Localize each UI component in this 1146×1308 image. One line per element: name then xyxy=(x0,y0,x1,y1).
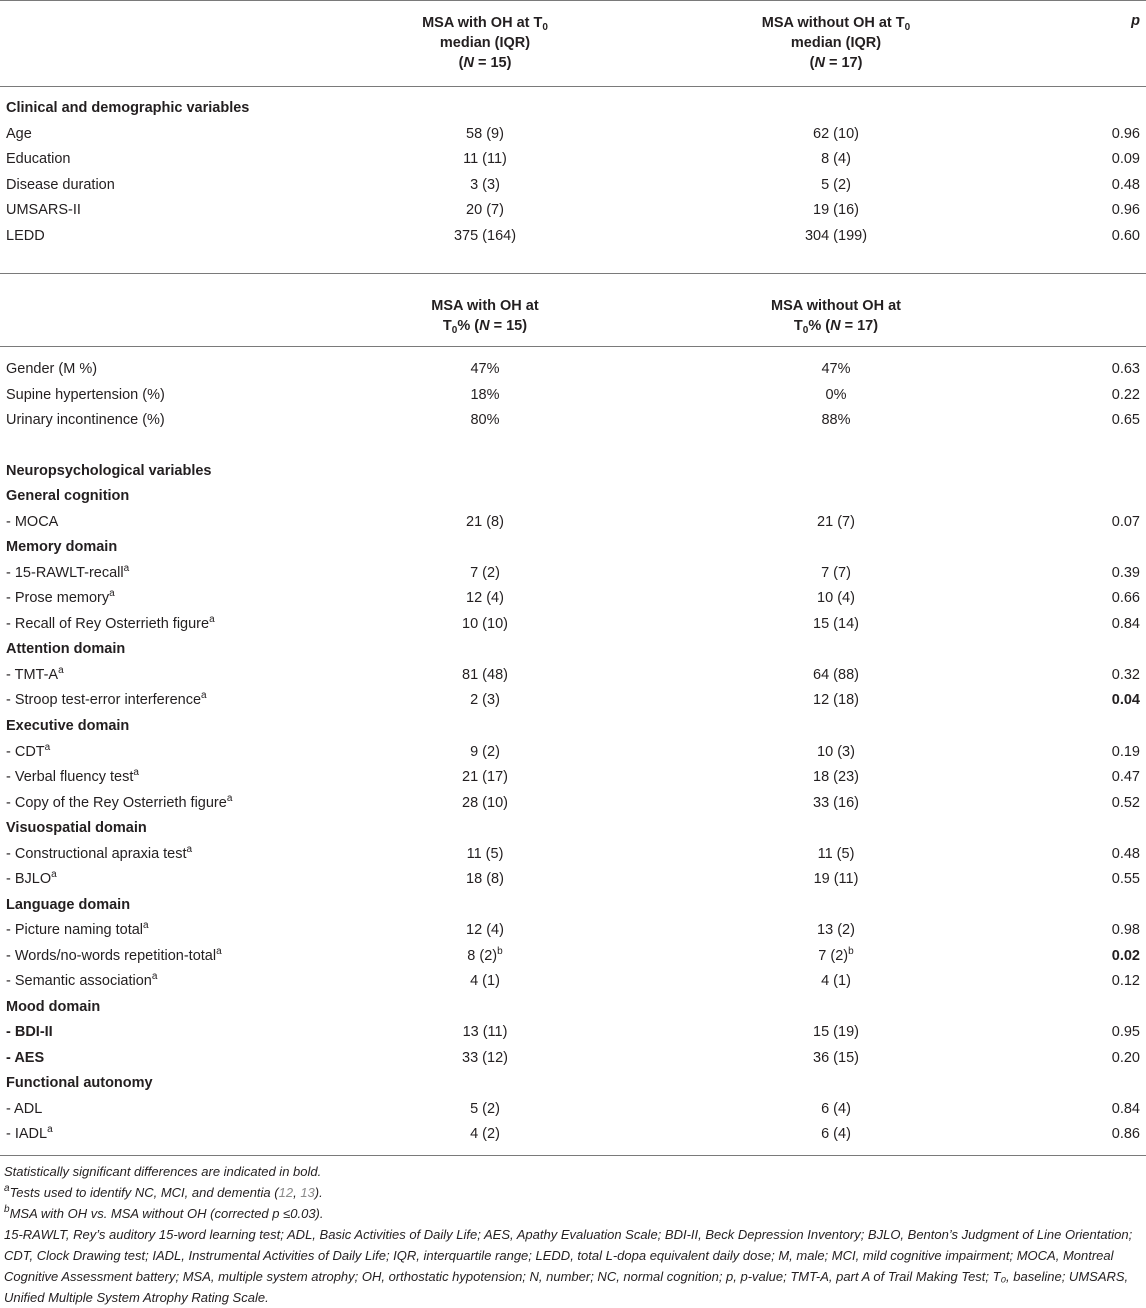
subsection-attention: Attention domain xyxy=(6,641,126,657)
table-row: - Picture naming total$^a$ 12 (4) 13 (2) 0.98 xyxy=(6,920,1140,938)
table-row: - Stroop test-error interference$^a$ 2 (3) 12 (18) 0.04 xyxy=(6,690,1140,708)
header2-col-oh: MSA with OH at $T_0\%$ (N = 15) xyxy=(431,298,539,336)
footnote-abbreviations: 15-RAWLT, Rey’s auditory 15-word learning test; ADL, Basic Activities of Daily Life; AES, Apathy Evaluation Scale; BDI-II, Beck Depression Inventory; BJLO, Benton’s Judgment of Line Orientation; CDT, Clock Drawing test; IADL, Instrumental Activities of Daily Life; IQR, interquartile range; LEDD, total L-dopa equivalent daily dose; M, male; MCI, mild cognitive impairment; MOCA, Montreal Cognitive Assessment battery; MSA, multiple system atrophy; OH, orthostatic hypotension; N, number; NC, normal cognition; p, p-value; TMT-A, part A of Trail Making Test; T₀, baseline; UMSARS, Unified Multiple System Atrophy Rating Scale. xyxy=(4,1227,1133,1305)
table-row: - IADL$^a$ 4 (2) 6 (4) 0.86 xyxy=(6,1124,1140,1142)
header-col-no-oh: MSA without OH at $T_0$ median (IQR) (N = 17) xyxy=(761,15,911,71)
table-row: - 15-RAWLT-recall$^a$ 7 (2) 7 (7) 0.39 xyxy=(6,563,1140,581)
table-row: - Recall of Rey Osterrieth figure$^a$ 10 (10) 15 (14) 0.84 xyxy=(6,614,1140,632)
footnote-a: $^a$Tests used to identify NC, MCI, and dementia (12, 13). xyxy=(4,1183,323,1200)
table-row: - Prose memory$^a$ 12 (4) 10 (4) 0.66 xyxy=(6,588,1140,606)
table-row: - MOCA 21 (8) 21 (7) 0.07 xyxy=(6,514,1140,530)
table-row: - Words/no-words repetition-total$^a$ 8 $(2)^b$ 7 $(2)^b$ 0.02 xyxy=(6,946,1140,964)
table-row: - AES 33 (12) 36 (15) 0.20 xyxy=(6,1050,1140,1066)
table-row: UMSARS-II 20 (7) 19 (16) 0.96 xyxy=(6,202,1140,218)
top-rule xyxy=(0,0,1146,1)
subsection-memory: Memory domain xyxy=(6,539,118,555)
footnotes xyxy=(4,1161,1142,1308)
section-clinical: Clinical and demographic variables xyxy=(6,100,250,116)
subsection-general: General cognition xyxy=(6,488,130,504)
table-row: - CDT$^a$ 9 (2) 10 (3) 0.19 xyxy=(6,742,1140,760)
table-row: Supine hypertension (%) 18% 0% 0.22 xyxy=(6,387,1140,403)
table-row: - Semantic association$^a$ 4 (1) 4 (1) 0.12 xyxy=(6,971,1140,989)
subsection-language: Language domain xyxy=(6,897,131,913)
table-row: Education 11 (11) 8 (4) 0.09 xyxy=(6,151,1140,167)
table-row: - Constructional apraxia test$^a$ 11 (5) 11 (5) 0.48 xyxy=(6,844,1140,862)
table-row: Disease duration 3 (3) 5 (2) 0.48 xyxy=(6,177,1140,193)
footnote-bold: Statistically significant differences are indicated in bold. xyxy=(4,1164,322,1179)
header-col-oh: MSA with OH at $T_0$ median (IQR) (N = 15) xyxy=(422,15,548,71)
header-col-p: p xyxy=(1131,13,1140,29)
table-row: - BDI-II 13 (11) 15 (19) 0.95 xyxy=(6,1024,1140,1040)
subsection-visuospatial: Visuospatial domain xyxy=(6,820,147,836)
table-row: - Verbal fluency test$^a$ 21 (17) 18 (23) 0.47 xyxy=(6,767,1140,785)
table-row: - BJLO$^a$ 18 (8) 19 (11) 0.55 xyxy=(6,869,1140,887)
table-row: - TMT-$A^a$ 81 (48) 64 (88) 0.32 xyxy=(6,665,1140,683)
header2-col-no-oh: MSA without OH at $T_0\%$ (N = 17) xyxy=(771,298,901,336)
table-row: Age 58 (9) 62 (10) 0.96 xyxy=(6,126,1140,142)
table-row: - ADL 5 (2) 6 (4) 0.84 xyxy=(6,1101,1140,1117)
table-row: Urinary incontinence (%) 80% 88% 0.65 xyxy=(6,412,1140,428)
footnote-b: $^b$MSA with OH vs. MSA without OH (corrected p ≤0.03). xyxy=(4,1204,324,1221)
header-rule xyxy=(0,86,1146,87)
subsection-executive: Executive domain xyxy=(6,718,130,734)
section-neuro: Neuropsychological variables xyxy=(6,463,212,479)
subsection-mood: Mood domain xyxy=(6,999,101,1015)
mid-rule xyxy=(0,273,1146,274)
table-row: - Copy of the Rey Osterrieth figure$^a$ 28 (10) 33 (16) 0.52 xyxy=(6,793,1140,811)
bottom-rule xyxy=(0,1155,1146,1156)
subsection-functional: Functional autonomy xyxy=(6,1075,153,1091)
table-row: LEDD 375 (164) 304 (199) 0.60 xyxy=(6,228,1140,244)
header2-rule xyxy=(0,346,1146,347)
table-row: Gender (M %) 47% 47% 0.63 xyxy=(6,361,1140,377)
